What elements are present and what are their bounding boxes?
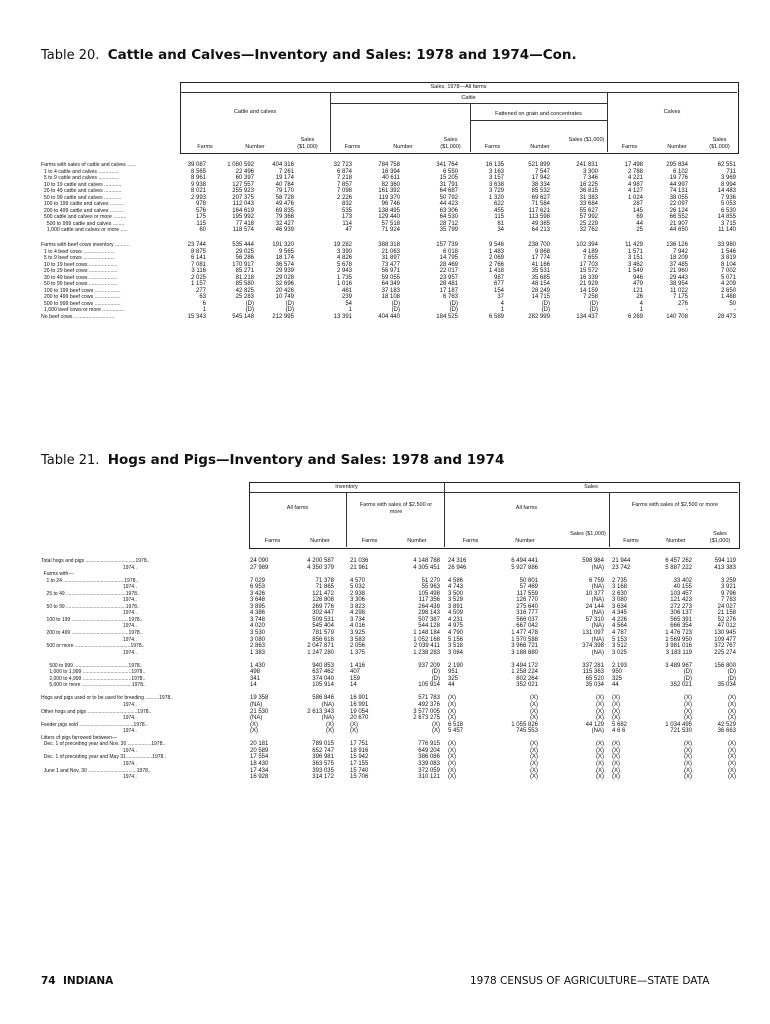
table21-title-text: Hogs and Pigs—Inventory and Sales: 1978 and 1974 bbox=[107, 452, 505, 468]
t20b-col-12: 33 980 1 546 3 819 8 104 7 002 5 071 4 209 2 650 1 488 50 - 28 473 bbox=[717, 242, 736, 321]
t20-col-7: 16 135 3 163 3 157 3 638 3 729 1 320 622 455 115 81 34 bbox=[485, 162, 504, 234]
table21-sales-head: Sales bbox=[584, 484, 598, 490]
t21-col-6: 6 494 441 5 927 886 50 801 57 469 117 559 126 770 275 640 316 777 566 037 667 042 1 477 478 1 570 588 3 966 721 3 188 880 3 494 172 1 258 224 802 264 352 021 (X) (X) (X) (X) 1 055 826 745 553 (X) (X) (X) (X) (X) (X) bbox=[511, 558, 538, 781]
table20-title-suffix: —Con. bbox=[529, 47, 577, 63]
table20-rule-2 bbox=[330, 103, 607, 104]
table20-fattened-head: Fattened on grain and concentrates bbox=[495, 111, 582, 117]
table21-2500-inv: Farms with sales of $2,500 or more bbox=[359, 502, 433, 515]
t20-col-2: 1 080 592 22 496 60 397 127 557 255 923 207 375 112 043 164 619 195 992 77 418 118 574 bbox=[227, 162, 254, 234]
t21-col-9: 6 457 262 5 887 222 33 402 40 155 103 457 121 423 272 273 306 137 565 391 666 354 1 476 723 1 569 950 3 981 016 3 183 119 3 489 967 (D) (D) 352 021 (X) (X) (X) (X) 1 034 495 721 530 (X) (X) (X) (X) (X) (X) bbox=[665, 558, 692, 781]
table21-rule-1 bbox=[249, 492, 738, 493]
table21-2500-sales: Farms with sales of $2,500 or more bbox=[631, 502, 719, 508]
table21-label: Table 21. bbox=[41, 453, 100, 468]
table21-h-number-4: Number bbox=[666, 538, 686, 544]
table21-allfarms-sales: All farms bbox=[515, 505, 538, 511]
table21-title bbox=[41, 452, 504, 468]
t21-col-10: 594 119 413 383 3 259 3 921 9 796 7 783 24 027 21 158 52 276 47 012 130 945 109 477 372 767 225 274 156 800 (D) (D) 35 034 (X) (X) (X) (X) 42 529 36 663 (X) (X) (X) (X) (X) (X) bbox=[714, 558, 736, 781]
table20-label: Table 20. bbox=[41, 48, 100, 63]
table20-h-number-1: Number bbox=[245, 144, 265, 150]
table20-rule-1 bbox=[180, 92, 737, 93]
table20-rule-3 bbox=[470, 120, 607, 121]
t20-col-1: 39 087 8 565 8 961 9 938 8 021 2 993 978 576 175 115 60 bbox=[187, 162, 206, 234]
table21-h-sales-3: Sales ($1,000) bbox=[570, 531, 606, 537]
table20-h-farms-1: Farms bbox=[197, 144, 213, 150]
table20-h-sales-3: Sales ($1,000) bbox=[568, 137, 605, 143]
table21-h-farms-4: Farms bbox=[623, 538, 639, 544]
t21-col-2: 4 200 587 4 350 379 71 378 71 865 121 472 126 808 269 776 302 447 509 531 545 404 781 579 856 618 2 047 871 1 247 280 940 853 637 462 374 040 105 914 586 846 (NA) 2 613 343 (NA) (X) (X) 789 015 652 747 396 981 363 575 393 035 314 172 bbox=[307, 558, 334, 781]
table21-h-number-1: Number bbox=[310, 538, 330, 544]
t20b-col-1: 23 744 8 875 6 141 7 081 3 116 2 025 1 157 277 63 6 1 15 343 bbox=[187, 242, 206, 321]
table20-h-number-4: Number bbox=[667, 144, 687, 150]
table21-div-b bbox=[609, 493, 610, 547]
t20-col-11: 295 834 6 102 19 776 44 997 74 131 38 055 22 097 26 124 66 552 21 907 44 650 bbox=[666, 162, 688, 234]
page-number-value: 74 bbox=[41, 975, 56, 987]
t20b-col-10: 11 429 1 571 3 151 3 462 1 549 946 479 121 26 4 1 6 269 bbox=[625, 242, 643, 321]
page-number bbox=[41, 975, 113, 987]
t20b-col-9: 102 394 4 189 7 655 17 703 15 572 16 339 21 929 14 159 7 258 (D) (D) 134 437 bbox=[576, 242, 598, 321]
table20-h-farms-2: Farms bbox=[344, 144, 361, 150]
t20b-col-5: 388 318 21 063 31 897 73 477 56 971 59 055 64 349 37 183 18 108 (D) (D) 404 440 bbox=[378, 242, 400, 321]
table20-title-text: Cattle and Calves—Inventory and Sales: 1978 and 1974 bbox=[107, 47, 530, 63]
table21-h-number-2: Number bbox=[407, 538, 427, 544]
table21-h-farms-3: Farms bbox=[462, 538, 479, 544]
t20b-col-7: 9 546 1 483 2 069 2 766 1 418 987 677 154 37 4 1 6 589 bbox=[488, 242, 504, 321]
t20-col-9: 241 831 3 300 7 346 16 225 36 815 31 383 33 684 55 627 57 992 25 229 32 762 bbox=[576, 162, 598, 234]
table21-allfarms-inv: All farms bbox=[286, 505, 309, 511]
table21-div-inv-sales bbox=[444, 482, 445, 547]
t20-col-3: 404 316 7 261 19 174 40 784 79 170 58 728 49 476 69 835 79 366 32 427 46 939 bbox=[272, 162, 294, 234]
t21-col-1: 24 090 27 989 7 029 6 953 3 426 3 648 3 895 4 386 3 748 4 020 3 530 3 080 2 863 1 383 1 430 498 341 14 19 358 (NA) 21 530 (NA) (X) (X) 20 181 20 589 17 554 18 430 17 434 16 928 bbox=[250, 558, 269, 781]
table20-h-sales-1: Sales ($1,000) bbox=[297, 137, 318, 150]
t20b-col-6: 157 739 6 018 14 795 28 469 22 017 23 957 28 481 17 187 6 763 (D) (D) 184 525 bbox=[436, 242, 458, 321]
table20-h-number-3: Number bbox=[530, 144, 550, 150]
t21-col-7: 598 984 (NA) 6 759 (NA) 10 377 (NA) 24 144 (NA) 57 310 (NA) 131 097 (NA) 374 398 (NA) 337 281 115 363 65 520 35 034 (X) (X) (X) (X) 44 129 (NA) (X) (X) (X) (X) (X) (X) bbox=[582, 558, 604, 781]
table21-h-farms-2: Farms bbox=[361, 538, 378, 544]
table20-calves-head: Calves bbox=[663, 109, 681, 115]
table20-h-sales-2: Sales ($1,000) bbox=[440, 137, 461, 150]
table20-stub-lower: Farms with beef cows inventory .......... 1 to 4 beef cows ...................... 5 to 9 beef cows ...................... 10 to 19 beef cows .................... 20 to 29 beef cows .................... 30 to 49 beef cows .................... 50 to 99 beef cows .................... 100 to 199 beef cows .................. 200 to 499 beef cows .................. 500 to 999 beef cows .................. 1,000 beef cows or more ............... No beef cows ............................ bbox=[41, 242, 130, 321]
state-name: INDIANA bbox=[62, 975, 114, 987]
table21-h-number-3: Number bbox=[515, 538, 535, 544]
table21-h-sales-4: Sales ($1,000) bbox=[709, 531, 731, 544]
t21-col-3: 21 036 21 961 4 570 5 032 2 938 3 306 3 823 4 298 3 734 4 016 3 925 3 583 2 056 1 375 1 416 407 159 14 16 901 16 991 19 054 20 670 (X) (X) 17 751 18 916 15 942 17 155 15 740 15 706 bbox=[350, 558, 369, 781]
t21-col-4: 4 148 788 4 305 451 51 270 55 963 105 498 117 356 264 438 298 143 507 387 544 128 1 148 184 1 052 168 2 039 411 1 238 283 937 209 (D) (D) 105 914 571 783 492 376 3 577 005 2 673 275 (X) (X) 776 915 649 204 386 086 339 083 372 059 310 121 bbox=[413, 558, 440, 781]
t20b-col-4: 19 282 3 390 4 826 5 678 2 943 1 735 1 016 481 239 54 1 13 391 bbox=[333, 242, 352, 321]
table21-h-farms-1: Farms bbox=[264, 538, 281, 544]
t20b-col-8: 238 700 9 868 17 774 41 166 35 531 35 685 48 154 28 249 14 715 (D) (D) 282 999 bbox=[528, 242, 550, 321]
t20b-col-3: 191 320 9 565 18 174 36 574 29 939 29 028 32 696 20 426 10 749 (D) (D) 212 995 bbox=[272, 242, 294, 321]
table20-cattle-head: Cattle bbox=[461, 95, 476, 101]
table20-title bbox=[41, 47, 577, 63]
table20-h-farms-4: Farms bbox=[621, 144, 638, 150]
t20b-col-11: 136 126 7 942 18 209 37 485 21 960 29 443 38 954 11 022 7 175 276 - 140 708 bbox=[666, 242, 688, 321]
t20-col-12: 62 551 711 3 969 8 994 14 483 7 936 5 053 6 530 14 855 3 715 11 140 bbox=[717, 162, 736, 234]
t20b-col-2: 535 444 29 025 56 286 170 917 85 271 81 218 85 580 42 825 25 283 (D) (D) 545 148 bbox=[232, 242, 254, 321]
t20-col-5: 784 758 16 394 40 611 82 360 161 392 119 370 96 746 138 495 129 440 57 518 71 924 bbox=[378, 162, 400, 234]
table20-h-number-2: Number bbox=[393, 144, 413, 150]
t21-col-8: 21 944 23 742 2 735 3 168 2 630 3 080 3 634 4 345 4 226 4 564 4 787 5 153 3 512 3 025 2 193 950 325 44 (X) (X) (X) (X) 5 682 4 6 6 (X) (X) (X) (X) (X) (X) bbox=[612, 558, 631, 781]
table20-cattle-calves-head: Cattle and calves bbox=[233, 109, 277, 115]
table20-h-farms-3: Farms bbox=[484, 144, 501, 150]
table20-sales-group: Sales, 1978—All farms bbox=[430, 84, 487, 90]
census-footer: 1978 CENSUS OF AGRICULTURE—STATE DATA bbox=[470, 975, 710, 987]
table20-h-sales-4: Sales ($1,000) bbox=[709, 137, 730, 150]
t20-col-8: 521 899 7 547 17 942 38 334 85 532 69 627 71 584 117 621 113 598 49 385 64 213 bbox=[528, 162, 550, 234]
table21-stub: Total hogs and pigs ....................................1978.. 1974.. Farms with— 1 to 24 ............................................1978.. 1974.. 25 to 49 ...........................................1978.. 1974.. 50 to 99 ...........................................1978.. 1974.. 100 to 199 .........................................1978.. 1974.. 200 to 499 .........................................1978.. 1974.. 500 or more ........................................1978.. 1974.. 500 to 999 .......................................1978.. 1,000 to 1,999 ...................................1978.. 2,000 to 4,999 ...................................1978.. 5,000 or more ....................................1978.. Hogs and pigs used or to be used for breeding ..........1978.. 1974.. Other hogs and pigs ....................................1978.. 1974.. Feeder pigs sold .......................................1978.. 1974.. Litters of pigs farrowed between— Dec. 1 of preceding year and Nov. 30 .................1978.. 1974.. Dec. 1 of preceding year and May 31 ..................1978.. 1974.. June 1 and Nov. 30 ...................................1978.. 1974.. bbox=[41, 558, 174, 781]
t20-col-4: 32 723 6 874 7 218 7 857 7 098 2 226 832 535 173 114 47 bbox=[333, 162, 352, 234]
t20-col-10: 17 498 2 788 4 221 4 987 4 127 1 024 287 145 69 44 25 bbox=[624, 162, 643, 234]
t21-col-5: 24 316 26 946 4 586 4 743 3 500 3 529 3 891 4 509 4 231 4 975 4 790 5 156 3 518 3 084 2 190 951 325 44 (X) (X) (X) (X) 6 518 5 457 (X) (X) (X) (X) (X) (X) bbox=[448, 558, 467, 781]
table21-inventory-head: Inventory bbox=[335, 484, 358, 490]
t20-col-6: 341 764 6 550 15 205 31 791 64 687 50 792 44 423 63 306 64 530 28 712 35 799 bbox=[436, 162, 458, 234]
table20-stub-upper: Farms with sales of cattle and calves ...... 1 to 4 cattle and calves .............. 5 to 9 cattle and calves .............. 10 to 19 cattle and calves ............ 20 to 49 cattle and calves ............ 50 to 99 cattle and calves ............ 100 to 199 cattle and calves .......... 200 to 499 cattle and calves .......... 500 cattle and calves or more ......... 500 to 999 cattle and calves ........ 1,000 cattle and calves or more ..... bbox=[41, 162, 136, 234]
